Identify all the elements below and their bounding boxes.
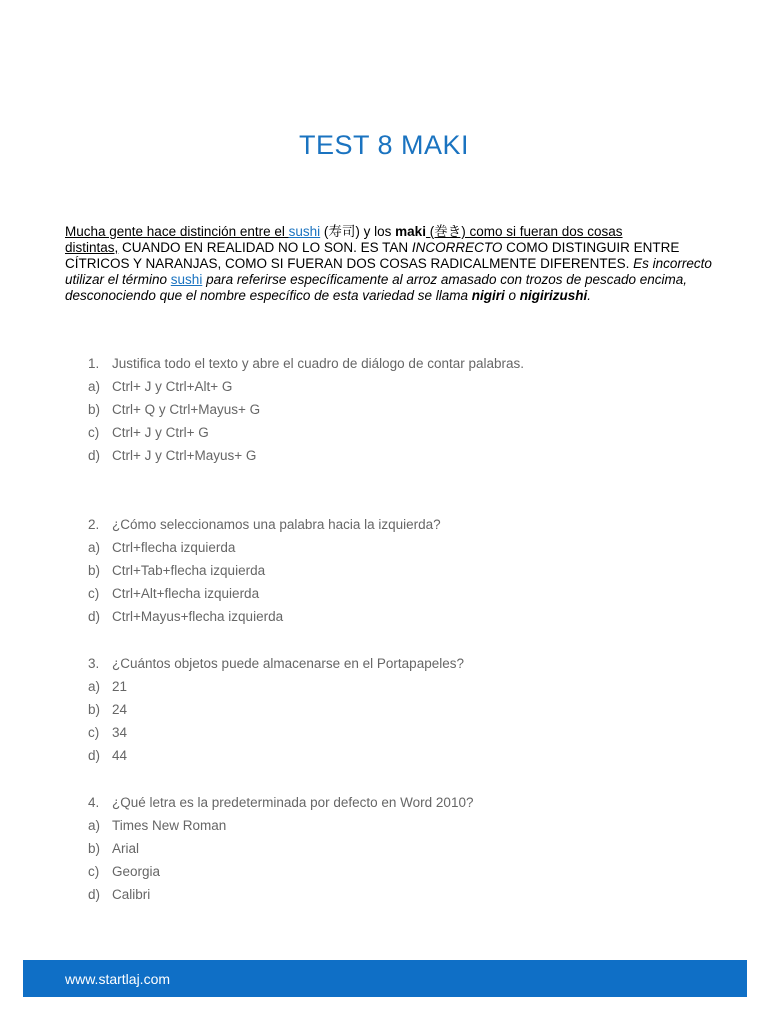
intro-bold: nigiri (471, 288, 505, 303)
intro-italic: para referirse específicamente al arroz amasado con trozos de pescado encima, desconociendo que el nombre específico de esta variedad se llama (65, 272, 688, 303)
page-title: TEST 8 MAKI (298, 130, 470, 160)
option-c: c) Ctrl+Alt+flecha izquierda (88, 586, 260, 601)
question-text: 2. ¿Cómo seleccionamos una palabra hacia la izquierda? (88, 517, 441, 532)
intro-bold: maki (395, 224, 426, 239)
intro-text: Mucha gente hace distinción entre el (65, 224, 289, 239)
footer-bar (23, 960, 747, 997)
intro-bold: nigirizushi (519, 288, 588, 303)
intro-text: CUANDO EN REALIDAD NO LO SON. ES TAN (118, 240, 412, 255)
option-c: c) Georgia (88, 864, 161, 879)
option-a: a) Ctrl+flecha izquierda (88, 540, 236, 555)
intro-italic: Es incorrecto utilizar el término (65, 256, 712, 287)
question-text: 1. Justifica todo el texto y abre el cuadro de diálogo de contar palabras. (88, 356, 525, 371)
intro-italic: . (587, 288, 592, 303)
option-c: c) 34 (88, 725, 128, 740)
intro-text: distintas, (65, 240, 119, 255)
option-d: d) Ctrl+Mayus+flecha izquierda (88, 609, 284, 624)
question-text: 4. ¿Qué letra es la predeterminada por defecto en Word 2010? (88, 795, 474, 810)
option-b: b) Arial (88, 841, 140, 856)
option-b: b) Ctrl+ Q y Ctrl+Mayus+ G (88, 402, 261, 417)
option-d: d) Calibri (88, 887, 151, 902)
intro-italic: INCORRECTO (411, 240, 503, 255)
option-d: d) 44 (88, 748, 128, 763)
option-a: a) 21 (88, 679, 128, 694)
intro-text: (寿司) y los (320, 224, 396, 239)
sushi-link[interactable]: sushi (288, 224, 321, 239)
option-d: d) Ctrl+ J y Ctrl+Mayus+ G (88, 448, 257, 463)
intro-text: (巻き) como si fueran dos cosas (425, 224, 623, 239)
question-text: 3. ¿Cuántos objetos puede almacenarse en el Portapapeles? (88, 656, 464, 671)
option-b: b) Ctrl+Tab+flecha izquierda (88, 563, 266, 578)
option-a: a) Times New Roman (88, 818, 227, 833)
sushi-link-2[interactable]: sushi (170, 272, 203, 287)
footer-url-link[interactable]: www.startlaj.com (65, 971, 171, 987)
option-c: c) Ctrl+ J y Ctrl+ G (88, 425, 209, 440)
option-b: b) 24 (88, 702, 128, 717)
option-a: a) Ctrl+ J y Ctrl+Alt+ G (88, 379, 233, 394)
intro-paragraph (65, 224, 715, 304)
intro-italic: o (504, 288, 520, 303)
intro-text: COMO DISTINGUIR ENTRE CÍTRICOS Y NARANJAS, COMO SI FUERAN DOS COSAS RADICALMENTE DIFERENTES. (65, 240, 680, 271)
